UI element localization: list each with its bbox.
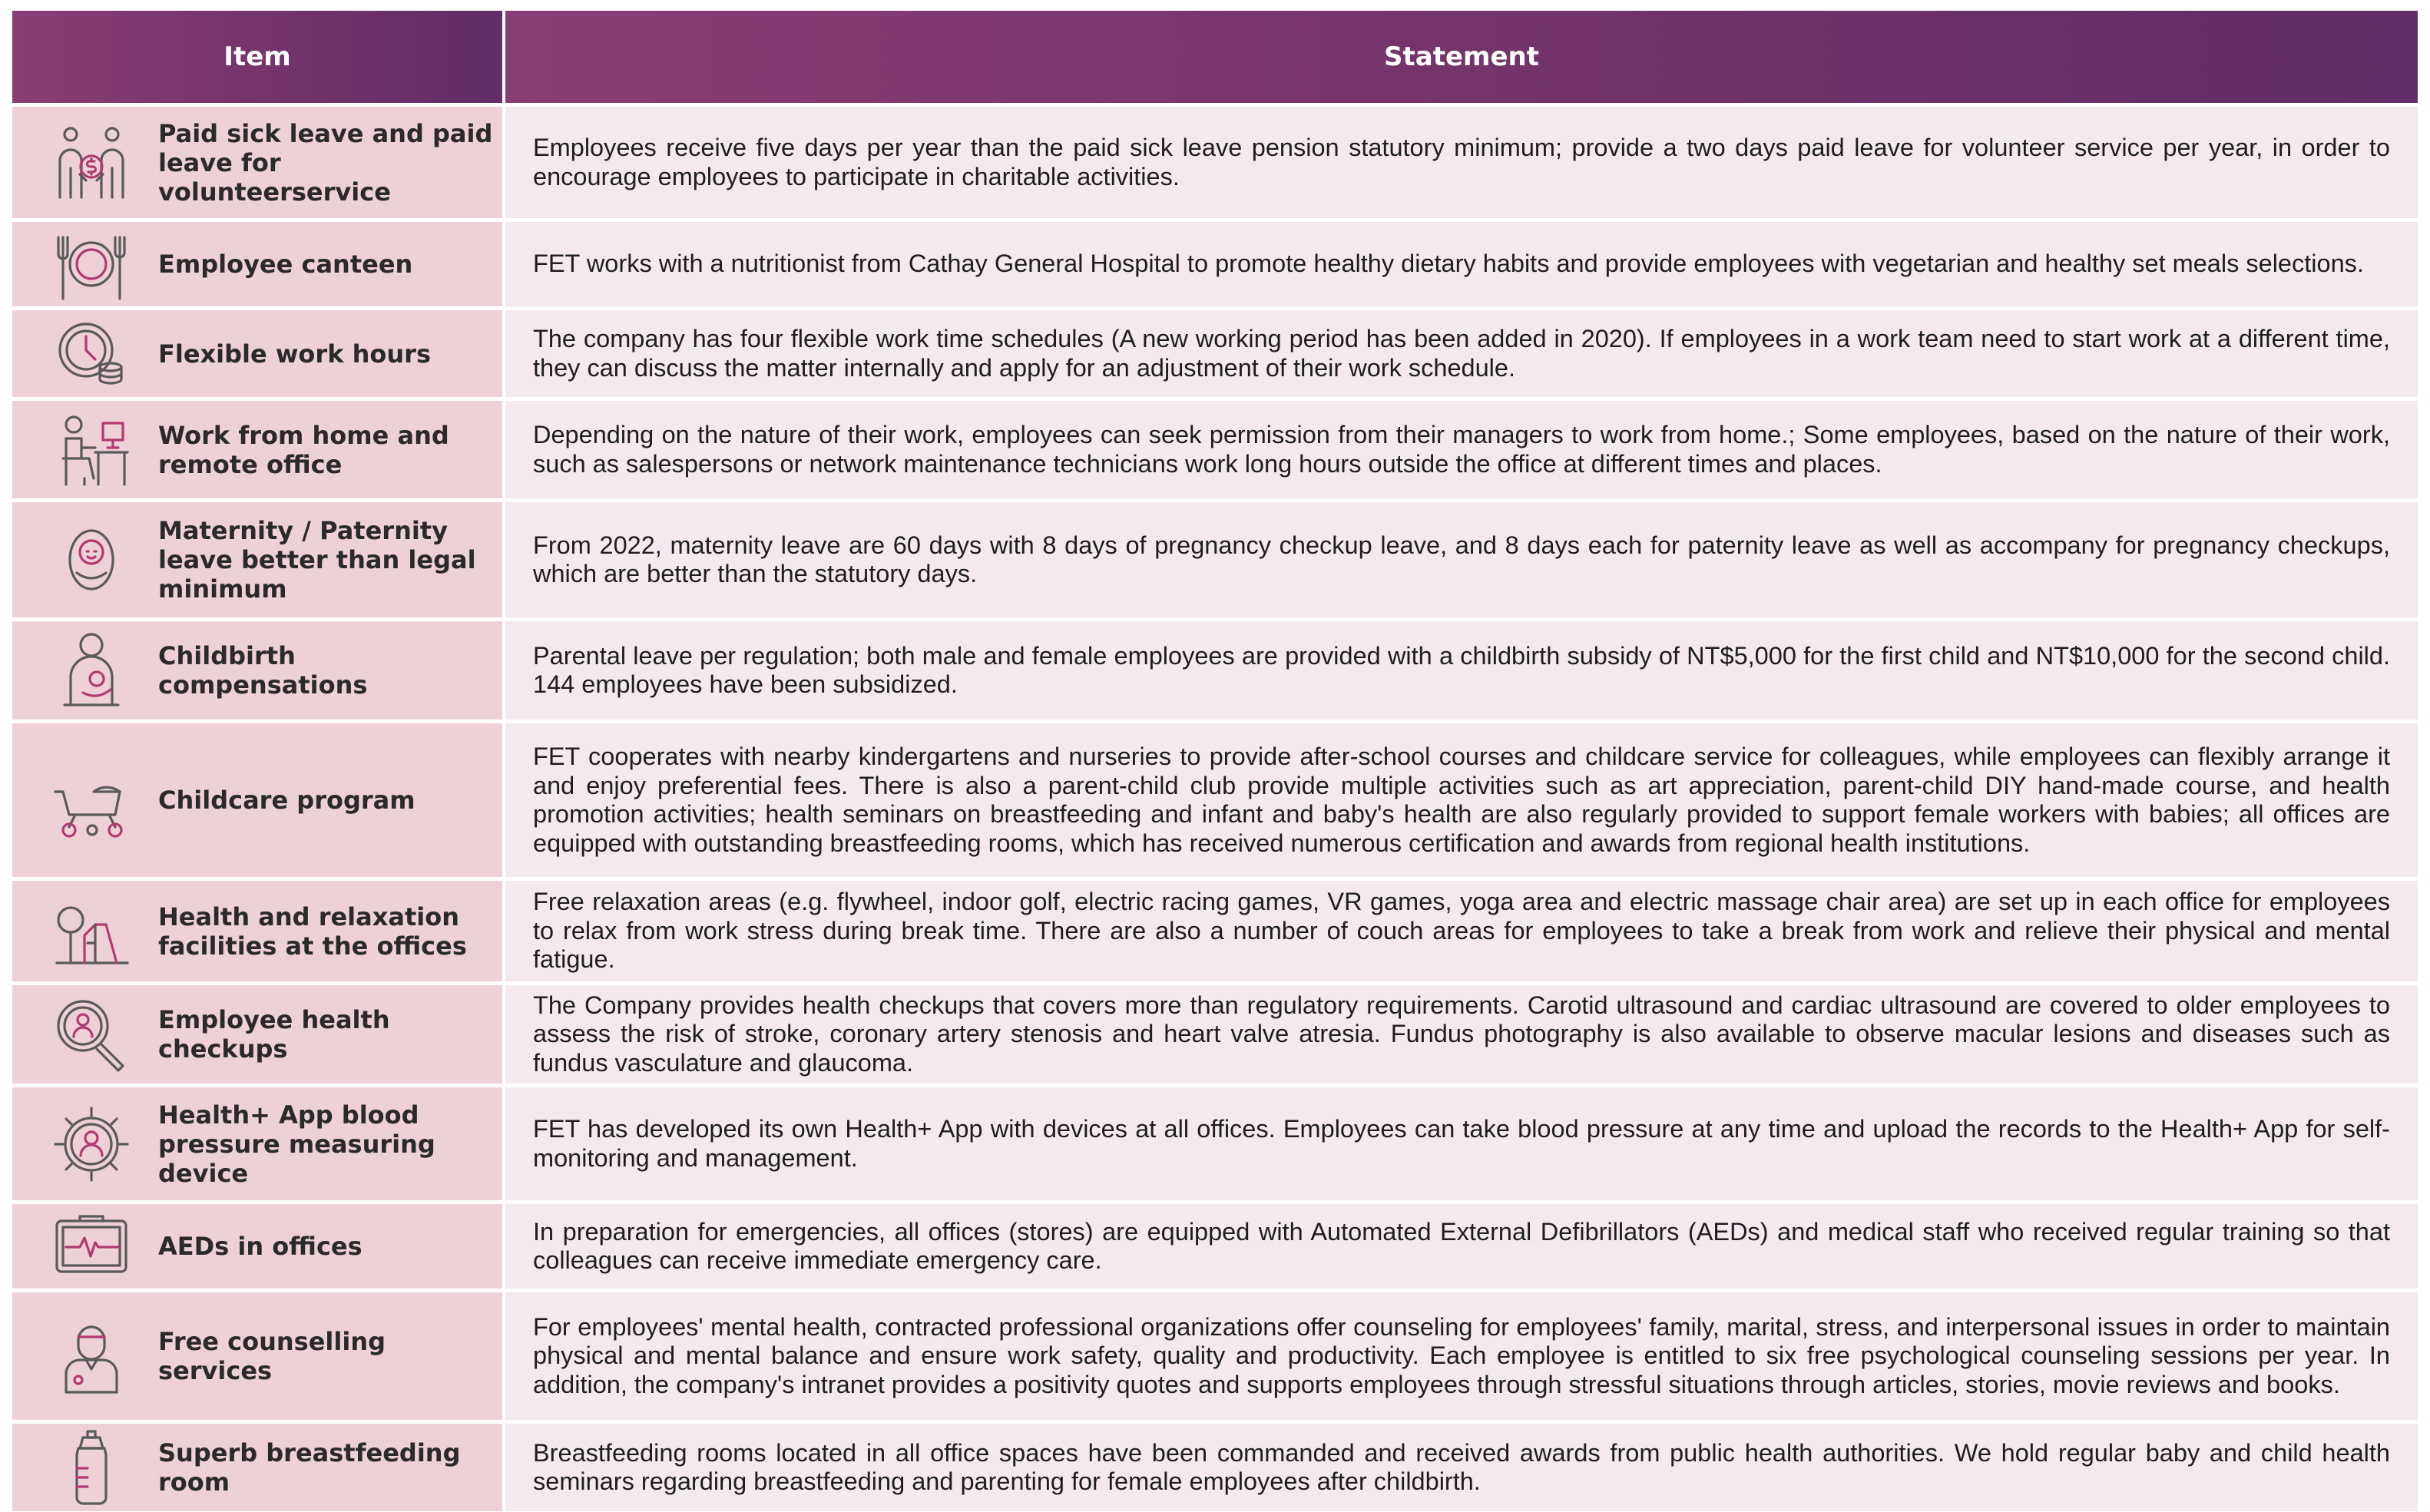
item-label: Work from home and remote office bbox=[158, 420, 449, 479]
table-row bbox=[12, 617, 2418, 720]
statement-cell bbox=[505, 397, 2418, 498]
item-label: Employee health checkups bbox=[158, 1005, 390, 1064]
statement-text: FET cooperates with nearby kindergartens and nurseries to provide after-school courses and childcare service for colleagues, while employees can flexibly arrange it and enjoy preferential fees. There is also a parent-child club provide multiple activities such as art appreciation, parent-child DIY hand-made course, and health promotion activities; health seminars on breastfeeding and infant and baby's health are also regularly provided to support female workers with babies; all offices are equipped with outstanding breastfeeding rooms, which has received numerous certification and awards from regional health institutions. bbox=[533, 743, 2390, 857]
statement-cell bbox=[505, 1289, 2418, 1420]
baby-bottle-icon bbox=[49, 1425, 134, 1510]
item-label: Free counselling services bbox=[158, 1327, 386, 1385]
item-cell bbox=[12, 103, 505, 218]
statement-text: Depending on the nature of their work, employees can seek permission from their managers to work from home.; Some employees, based on the nature of their work, such as salespersons or network maintenance technicians work long hours outside the office at different times and places. bbox=[533, 421, 2390, 478]
benefits-table-container bbox=[12, 11, 2418, 1511]
health-search-icon bbox=[49, 992, 134, 1077]
item-cell bbox=[12, 498, 505, 617]
statement-cell bbox=[505, 720, 2418, 877]
item-cell bbox=[12, 1084, 505, 1200]
item-label: Paid sick leave and paid leave for volunteerservice bbox=[158, 118, 493, 207]
statement-text: The company has four flexible work time schedules (A new working period has been added in 2020). If employees in a work team need to start work at a different time, they can discuss the matter internally and apply for an adjustment of their work schedule. bbox=[533, 325, 2390, 382]
table-header-row bbox=[12, 11, 2418, 103]
canteen-icon bbox=[49, 222, 134, 306]
statement-cell bbox=[505, 1084, 2418, 1200]
statement-cell bbox=[505, 103, 2418, 218]
table-row bbox=[12, 720, 2418, 877]
park-slide-icon bbox=[49, 889, 134, 974]
item-label: Health+ App blood pressure measuring device bbox=[158, 1100, 435, 1188]
table-row bbox=[12, 218, 2418, 306]
item-cell bbox=[12, 617, 505, 720]
statement-cell bbox=[505, 1420, 2418, 1511]
column-header-statement: Statement bbox=[505, 11, 2418, 103]
statement-cell bbox=[505, 617, 2418, 720]
item-label: AEDs in offices bbox=[158, 1232, 363, 1261]
table-row bbox=[12, 306, 2418, 397]
parent-child-icon bbox=[49, 628, 134, 713]
item-label: Employee canteen bbox=[158, 250, 413, 279]
table-row bbox=[12, 397, 2418, 498]
table-row bbox=[12, 498, 2418, 617]
statement-cell bbox=[505, 498, 2418, 617]
item-cell bbox=[12, 1200, 505, 1289]
statement-text: Free relaxation areas (e.g. flywheel, indoor golf, electric racing games, VR games, yoga area and electric massage chair area) are set up in each office for employees to relax from work stress during break time. There are also a number of couch areas for employees to take a break from work and relieve their physical and mental fatigue. bbox=[533, 888, 2390, 974]
statement-text: FET works with a nutritionist from Cathay General Hospital to promote healthy dietary habits and provide employees with vegetarian and healthy set meals selections. bbox=[533, 250, 2364, 278]
table-row bbox=[12, 981, 2418, 1084]
table-row bbox=[12, 1200, 2418, 1289]
column-header-item: Item bbox=[12, 11, 505, 103]
table-row bbox=[12, 103, 2418, 218]
item-cell bbox=[12, 306, 505, 397]
statement-cell bbox=[505, 306, 2418, 397]
statement-text: Parental leave per regulation; both male and female employees are provided with a childbirth subsidy of NT$5,000 for the first child and NT$10,000 for the second child. 144 employees have been subsidized. bbox=[533, 641, 2390, 698]
item-cell bbox=[12, 981, 505, 1084]
table-row bbox=[12, 877, 2418, 981]
stroller-icon bbox=[49, 758, 134, 842]
item-label: Maternity / Paternity leave better than legal minimum bbox=[158, 516, 476, 604]
item-label: Childcare program bbox=[158, 786, 415, 815]
item-cell bbox=[12, 877, 505, 981]
item-label: Superb breastfeeding room bbox=[158, 1438, 461, 1497]
statement-text: From 2022, maternity leave are 60 days with 8 days of pregnancy checkup leave, and 8 days each for paternity leave as well as accompany for pregnancy checkups, which are better than the statutory days. bbox=[533, 531, 2390, 587]
statement-cell bbox=[505, 218, 2418, 306]
statement-text: In preparation for emergencies, all offices (stores) are equipped with Automated External Defibrillators (AEDs) and medical staff who received regular training so that colleagues can receive immediate emergency care. bbox=[533, 1217, 2390, 1274]
item-cell bbox=[12, 1420, 505, 1511]
remote-work-icon bbox=[49, 408, 134, 492]
volunteer-leave-icon bbox=[49, 121, 134, 205]
statement-text: For employees' mental health, contracted professional organizations offer counseling for employees' family, marital, stress, and interpersonal issues in order to maintain physical and mental balance and ensure work safety, quality and productivity. Each employee is entitled to six free psychological counseling sessions per year. In addition, the company's intranet provides a positivity quotes and supports employees through stressful situations through articles, stories, movie reviews and books. bbox=[533, 1312, 2390, 1398]
statement-text: Employees receive five days per year than the paid sick leave pension statutory minimum; provide a two days paid leave for volunteer service per year, in order to encourage employees to participate in charitable activities. bbox=[533, 134, 2390, 190]
item-label: Health and relaxation facilities at the offices bbox=[158, 902, 467, 961]
item-cell bbox=[12, 1289, 505, 1420]
item-label: Childbirth compensations bbox=[158, 641, 368, 700]
statement-text: The Company provides health checkups that covers more than regulatory requirements. Carotid ultrasound and cardiac ultrasound are covered to older employees to assess the risk of stroke, coronary artery stenosis and heart valve atresia. Fundus photography is also available to observe macular lesions and diseases such as fundus vasculature and glaucoma. bbox=[533, 991, 2390, 1077]
item-cell bbox=[12, 720, 505, 877]
statement-text: Breastfeeding rooms located in all office spaces have been commanded and received awards from public health authorities. We hold regular baby and child health seminars regarding breastfeeding and parenting for female employees after childbirth. bbox=[533, 1438, 2390, 1495]
statement-cell bbox=[505, 1200, 2418, 1289]
item-label: Flexible work hours bbox=[158, 339, 431, 369]
table-row bbox=[12, 1420, 2418, 1511]
blood-pressure-icon bbox=[49, 1102, 134, 1186]
statement-cell bbox=[505, 877, 2418, 981]
aed-monitor-icon bbox=[49, 1204, 134, 1289]
item-cell bbox=[12, 397, 505, 498]
item-cell bbox=[12, 218, 505, 306]
benefits-table bbox=[12, 11, 2418, 1511]
counselor-icon bbox=[49, 1314, 134, 1398]
table-row bbox=[12, 1084, 2418, 1200]
baby-icon bbox=[49, 518, 134, 602]
table-row bbox=[12, 1289, 2418, 1420]
statement-cell bbox=[505, 981, 2418, 1084]
clock-coins-icon bbox=[49, 312, 134, 396]
statement-text: FET has developed its own Health+ App with devices at all offices. Employees can take blood pressure at any time and upload the records to the Health+ App for self-monitoring and management. bbox=[533, 1115, 2390, 1172]
